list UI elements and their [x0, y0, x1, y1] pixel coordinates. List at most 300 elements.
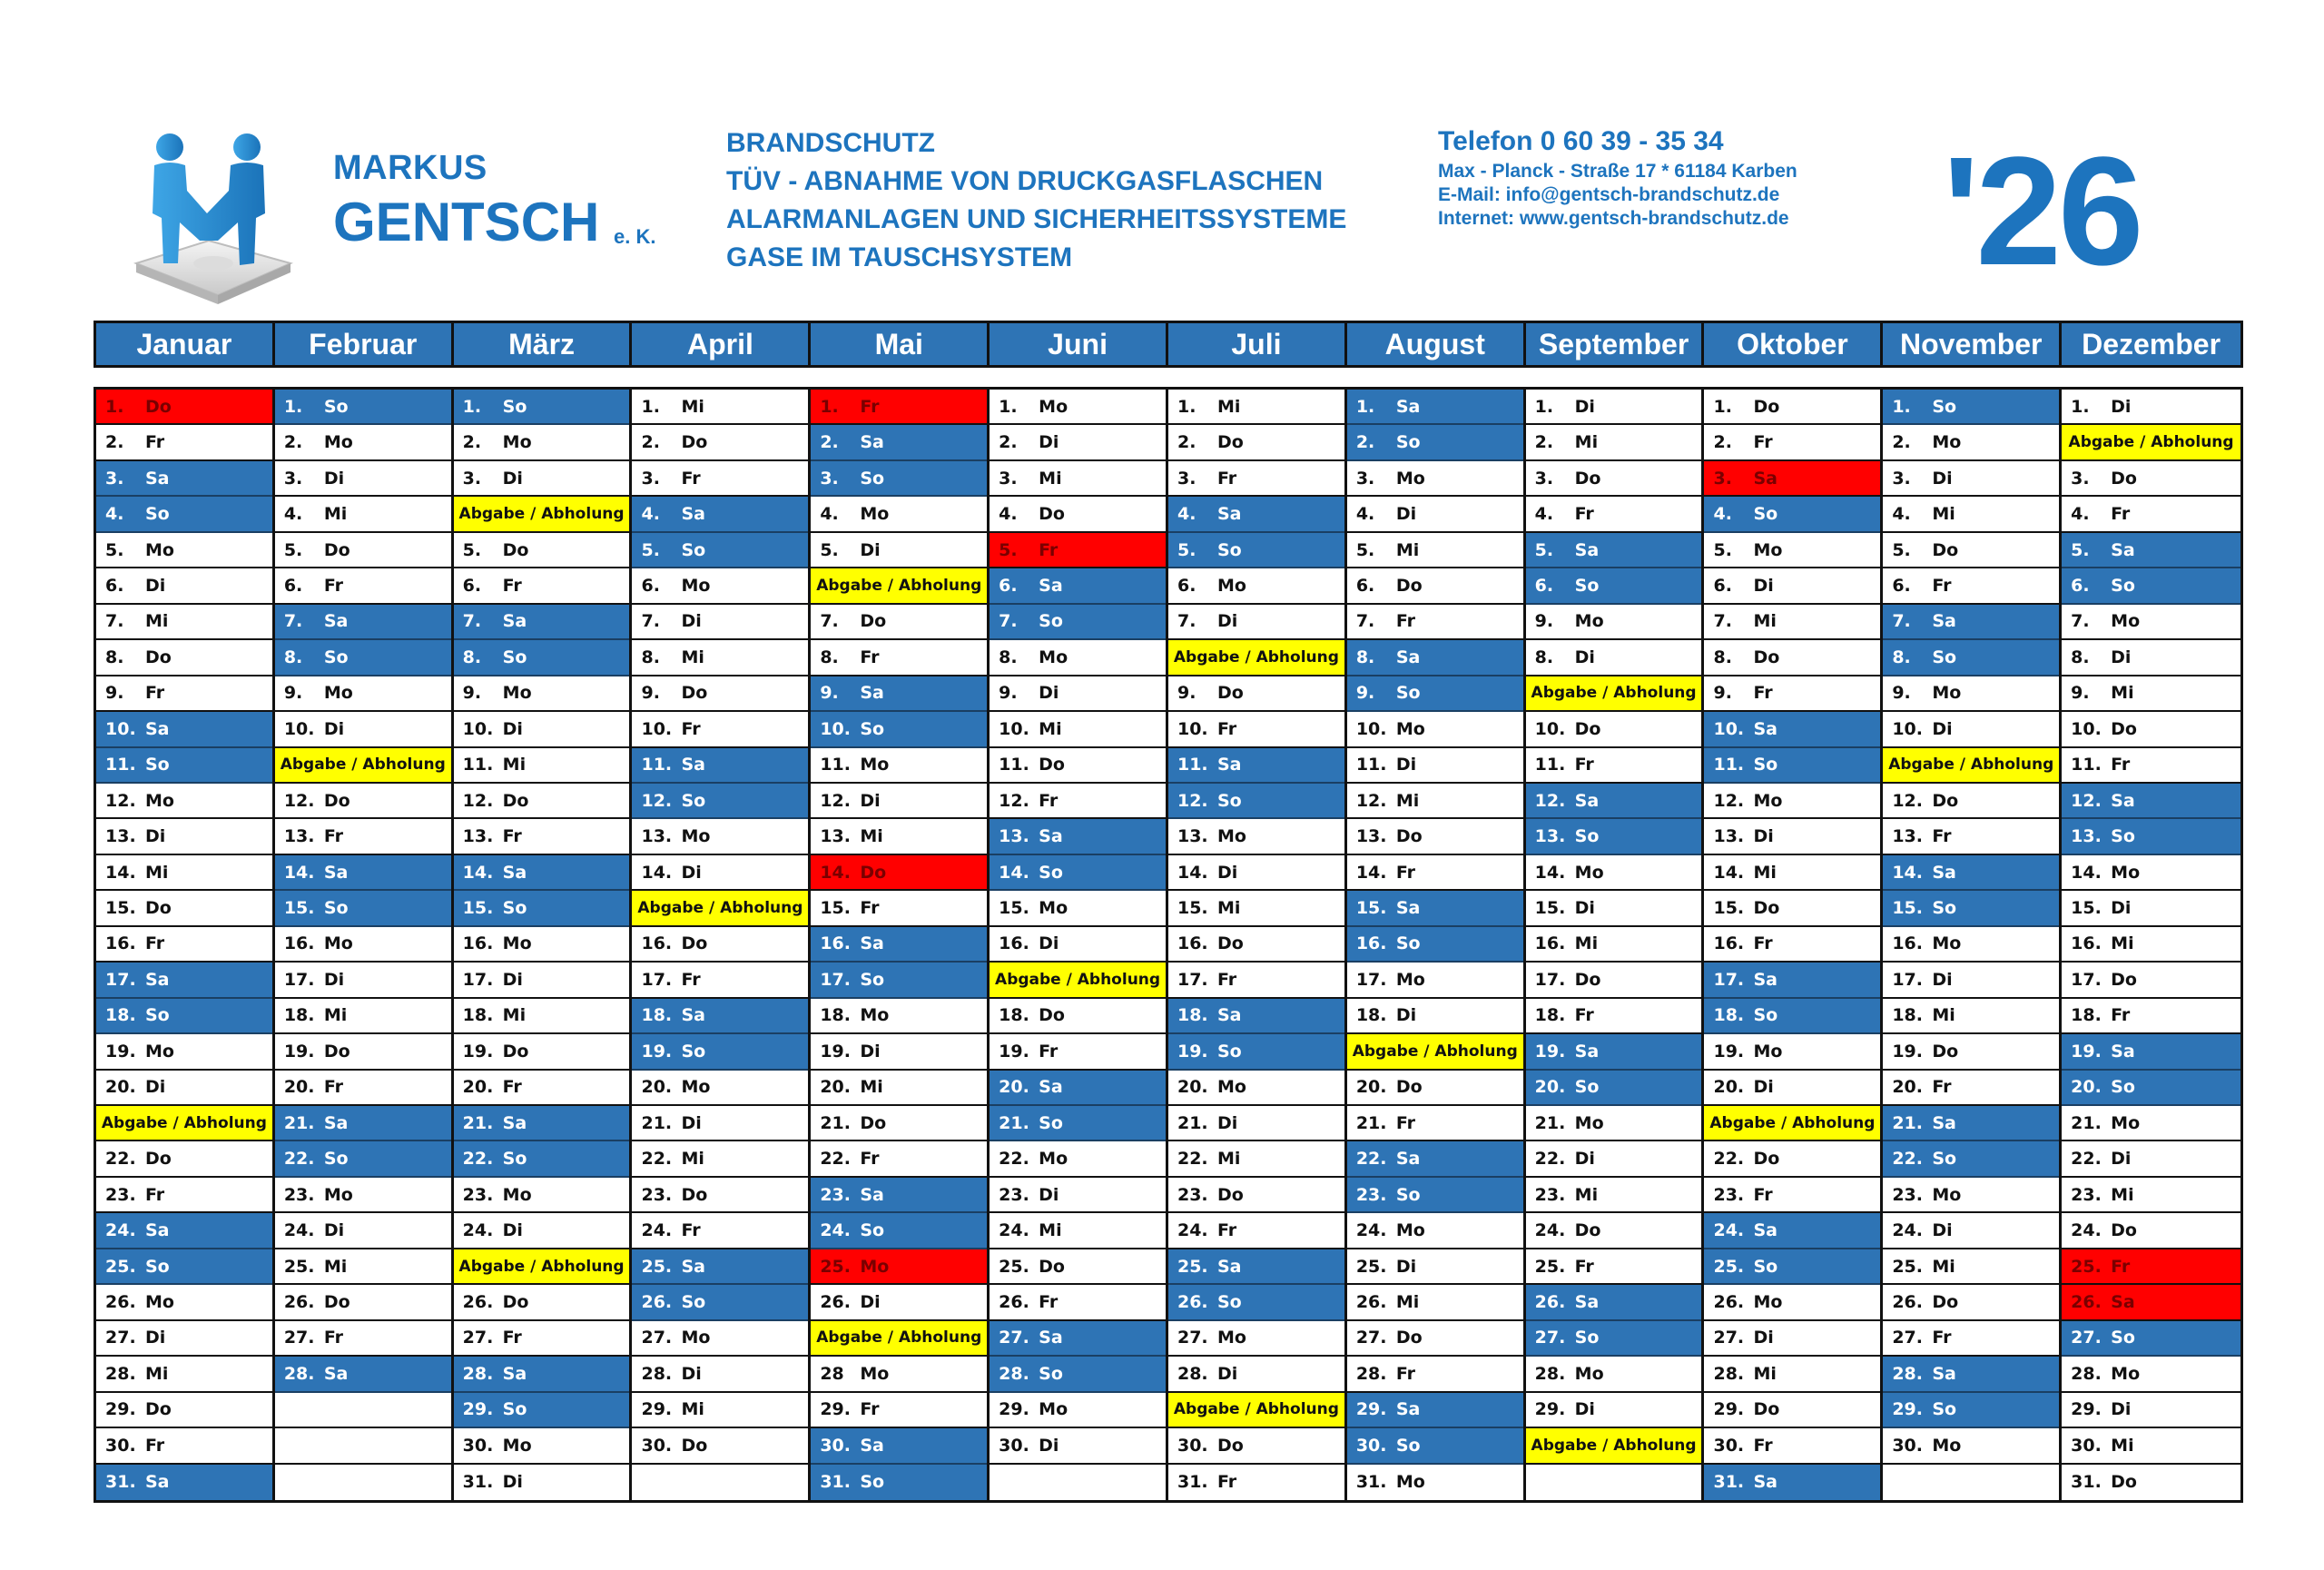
event-cell: Abgabe / Abholung — [811, 568, 987, 604]
day-number: 18. — [1177, 1005, 1208, 1026]
day-cell — [632, 1213, 808, 1249]
day-number: 26. — [283, 1292, 315, 1312]
weekday: Do — [1932, 790, 1959, 811]
event-cell: Abgabe / Abholung — [2062, 425, 2240, 460]
day-cell — [454, 1321, 630, 1357]
day-cell — [1883, 963, 2059, 998]
day-cell — [2062, 1428, 2240, 1464]
day-cell — [1347, 748, 1523, 784]
day-number: 27. — [999, 1328, 1029, 1348]
empty-cell — [632, 1465, 808, 1500]
weekday: Di — [860, 1041, 881, 1061]
weekday: Do — [1574, 969, 1601, 990]
weekday: Do — [681, 1435, 708, 1456]
day-number: 22. — [1892, 1149, 1923, 1170]
day-number: 31. — [1177, 1472, 1208, 1493]
weekday: So — [681, 1041, 706, 1061]
weekday: Di — [1039, 432, 1059, 453]
day-number: 8. — [1534, 647, 1554, 667]
weekday: Mi — [681, 396, 704, 417]
weekday: Do — [1932, 1041, 1959, 1061]
weekend-cell — [275, 390, 451, 425]
day-cell — [96, 1141, 272, 1177]
day-number: 1. — [820, 396, 839, 417]
day-number: 2. — [1177, 432, 1196, 453]
event-cell: Abgabe / Abholung — [811, 1321, 987, 1357]
weekday: Do — [2111, 969, 2137, 990]
day-number: 4. — [1355, 504, 1375, 525]
day-cell — [1168, 1106, 1344, 1141]
day-number: 17. — [283, 969, 315, 990]
weekday: Sa — [1039, 575, 1063, 596]
weekday: Mi — [323, 1005, 348, 1026]
weekday: So — [502, 898, 527, 919]
day-cell — [1347, 1213, 1523, 1249]
day-number: 27. — [1177, 1328, 1208, 1348]
month-header-1: Februar — [275, 323, 454, 365]
weekend-cell — [1347, 1178, 1523, 1213]
day-number: 2. — [283, 432, 303, 453]
weekend-cell — [1347, 1141, 1523, 1177]
weekend-cell — [1526, 1321, 1702, 1357]
day-cell — [454, 1213, 630, 1249]
service-item: GASE IM TAUSCHSYSTEM — [726, 242, 1073, 272]
weekday: Sa — [502, 1112, 527, 1133]
weekend-cell — [96, 999, 272, 1034]
day-cell — [2062, 1141, 2240, 1177]
day-cell — [811, 1285, 987, 1320]
day-cell — [632, 425, 808, 460]
calendar-grid — [94, 387, 2243, 1503]
weekend-cell — [454, 1141, 630, 1177]
weekend-cell — [454, 640, 630, 676]
weekday: Mo — [2111, 1363, 2141, 1384]
weekend-cell — [1168, 533, 1344, 568]
weekday: Mi — [1216, 396, 1241, 417]
weekday: Fr — [1216, 969, 1237, 990]
day-cell — [1168, 605, 1344, 640]
weekday: Mi — [1039, 1220, 1062, 1241]
day-cell — [1704, 1428, 1880, 1464]
month-header-10: November — [1883, 323, 2062, 365]
day-number: 21. — [999, 1112, 1029, 1133]
weekday: So — [1753, 1005, 1778, 1026]
day-number: 13. — [999, 826, 1029, 847]
day-cell — [632, 1357, 808, 1392]
weekday: Do — [323, 1041, 350, 1061]
day-number: 19. — [2071, 1041, 2102, 1061]
weekend-cell — [990, 1321, 1166, 1357]
weekday: Fr — [1574, 1005, 1594, 1026]
weekday: Mo — [860, 1363, 890, 1384]
day-cell — [454, 425, 630, 460]
day-number: 16. — [999, 933, 1029, 954]
day-number: 6. — [2071, 575, 2090, 596]
weekday: Sa — [860, 1435, 884, 1456]
day-number: 1. — [105, 396, 124, 417]
day-number: 29. — [462, 1399, 494, 1420]
day-number: 7. — [1713, 611, 1732, 632]
weekend-cell — [632, 748, 808, 784]
day-cell — [1526, 390, 1702, 425]
day-number: 13. — [462, 826, 494, 847]
day-number: 27. — [1534, 1328, 1566, 1348]
weekday: Di — [1574, 898, 1595, 919]
day-cell — [1347, 1106, 1523, 1141]
month-column — [1347, 390, 1526, 1500]
weekday: So — [1395, 432, 1421, 453]
day-number: 19. — [283, 1041, 315, 1061]
day-cell — [1704, 1178, 1880, 1213]
weekend-cell — [1704, 712, 1880, 747]
day-number: 9. — [1892, 683, 1911, 704]
weekday: Mo — [1216, 1077, 1246, 1098]
day-cell — [1704, 1393, 1880, 1428]
weekday: Di — [1932, 718, 1953, 739]
day-number: 9. — [283, 683, 303, 704]
weekday: Mi — [323, 504, 348, 525]
day-cell — [1704, 855, 1880, 891]
day-number: 10. — [999, 718, 1029, 739]
weekday: Fr — [1395, 1112, 1415, 1133]
day-cell — [1168, 1357, 1344, 1392]
weekend-cell — [1168, 497, 1344, 532]
weekend-cell — [96, 497, 272, 532]
weekend-cell — [811, 963, 987, 998]
weekend-cell — [1704, 748, 1880, 784]
day-number: 28. — [1892, 1363, 1923, 1384]
weekday: So — [860, 718, 885, 739]
calendar-year: '26 — [1943, 125, 2141, 298]
weekday: Di — [1216, 1112, 1238, 1133]
day-number: 3. — [641, 468, 660, 489]
day-number: 13. — [1534, 826, 1566, 847]
holiday-cell — [2062, 1249, 2240, 1285]
weekday: Do — [145, 1399, 172, 1420]
day-cell — [96, 1071, 272, 1106]
weekend-cell — [632, 1249, 808, 1285]
day-number: 14. — [1892, 862, 1923, 883]
day-number: 26. — [1534, 1292, 1566, 1312]
weekday: Mi — [1574, 1184, 1599, 1205]
weekend-cell — [811, 676, 987, 712]
weekday: Fr — [145, 1435, 165, 1456]
day-cell — [632, 855, 808, 891]
day-cell — [96, 605, 272, 640]
weekend-cell — [1168, 784, 1344, 819]
day-cell — [96, 855, 272, 891]
weekday: Do — [1753, 1399, 1780, 1420]
day-cell — [1347, 999, 1523, 1034]
weekday: Mi — [323, 1256, 348, 1277]
weekday: Sa — [860, 683, 884, 704]
weekday: Do — [681, 432, 708, 453]
day-number: 27. — [1355, 1328, 1387, 1348]
weekday: Do — [681, 933, 708, 954]
month-column — [1883, 390, 2062, 1500]
weekend-cell — [1704, 963, 1880, 998]
day-number: 22. — [820, 1149, 851, 1170]
weekday: Mo — [681, 1077, 711, 1098]
day-number: 5. — [1892, 539, 1911, 560]
day-cell — [1704, 1285, 1880, 1320]
weekday: Sa — [1395, 1149, 1421, 1170]
day-cell — [1168, 891, 1344, 926]
weekday: Do — [323, 539, 350, 560]
phone-number: Telefon 0 60 39 - 35 34 — [1438, 126, 1724, 156]
weekend-cell — [96, 1465, 272, 1500]
day-number: 5. — [820, 539, 839, 560]
day-cell — [96, 1357, 272, 1392]
month-column — [1168, 390, 1347, 1500]
day-cell — [1526, 963, 1702, 998]
month-header-0: Januar — [96, 323, 275, 365]
weekday: Fr — [145, 1184, 165, 1205]
weekday: Di — [1216, 862, 1238, 883]
day-number: 30. — [1892, 1435, 1923, 1456]
day-number: 16. — [820, 933, 851, 954]
day-cell — [1347, 1357, 1523, 1392]
day-cell — [1883, 497, 2059, 532]
day-number: 7. — [1355, 611, 1375, 632]
weekday: Sa — [860, 1184, 884, 1205]
weekday: Mo — [1753, 1292, 1783, 1312]
weekday: So — [502, 1149, 527, 1170]
weekday: Di — [1753, 1328, 1774, 1348]
day-cell — [2062, 1465, 2240, 1500]
day-number: 30. — [999, 1435, 1029, 1456]
weekday: Do — [1216, 933, 1244, 954]
weekday: Fr — [1753, 432, 1773, 453]
day-number: 9. — [820, 683, 839, 704]
weekday: So — [1574, 1077, 1600, 1098]
day-number: 17. — [1713, 969, 1745, 990]
day-cell — [1526, 891, 1702, 926]
weekday: Do — [502, 790, 529, 811]
day-number: 3. — [2071, 468, 2090, 489]
weekday: Mo — [1039, 396, 1068, 417]
weekend-cell — [2062, 784, 2240, 819]
weekday: Mi — [145, 862, 169, 883]
day-number: 26. — [1713, 1292, 1745, 1312]
weekday: Fr — [1932, 826, 1952, 847]
day-number: 26. — [641, 1292, 673, 1312]
day-cell — [275, 1285, 451, 1320]
weekday: Mi — [1932, 1005, 1955, 1026]
day-cell — [1526, 927, 1702, 963]
day-cell — [1704, 819, 1880, 854]
day-number: 23. — [1534, 1184, 1566, 1205]
weekday: Do — [2111, 468, 2137, 489]
day-cell — [96, 640, 272, 676]
weekday: Mi — [2111, 1184, 2134, 1205]
weekday: Sa — [1216, 504, 1242, 525]
weekend-cell — [1883, 1106, 2059, 1141]
weekday: Mo — [323, 933, 353, 954]
event-cell: Abgabe / Abholung — [1526, 676, 1702, 712]
day-number: 9. — [1713, 683, 1732, 704]
day-cell — [2062, 640, 2240, 676]
weekday: Sa — [1395, 898, 1421, 919]
day-cell — [2062, 1178, 2240, 1213]
day-number: 14. — [999, 862, 1029, 883]
weekend-cell — [1347, 1393, 1523, 1428]
day-cell — [632, 963, 808, 998]
weekend-cell — [1883, 605, 2059, 640]
weekday: Do — [502, 539, 529, 560]
weekday: Fr — [1039, 1292, 1059, 1312]
weekday: Mi — [1395, 539, 1420, 560]
day-cell — [96, 1428, 272, 1464]
weekend-cell — [454, 1393, 630, 1428]
event-cell: Abgabe / Abholung — [96, 1106, 272, 1141]
weekday: Sa — [1753, 1472, 1777, 1493]
day-number: 29. — [2071, 1399, 2102, 1420]
day-cell — [1526, 461, 1702, 497]
day-number: 1. — [1713, 396, 1732, 417]
day-number: 17. — [1534, 969, 1566, 990]
day-cell — [2062, 1393, 2240, 1428]
day-number: 1. — [999, 396, 1018, 417]
weekday: Fr — [1574, 504, 1594, 525]
weekday: So — [1395, 683, 1421, 704]
weekday: Fr — [1753, 1184, 1773, 1205]
day-cell — [811, 640, 987, 676]
day-cell — [96, 1034, 272, 1070]
weekend-cell — [275, 1141, 451, 1177]
day-cell — [275, 999, 451, 1034]
day-number: 20. — [1713, 1077, 1745, 1098]
day-number: 6. — [1713, 575, 1732, 596]
day-cell — [990, 1393, 1166, 1428]
month-column — [275, 390, 454, 1500]
weekday: Mi — [1753, 862, 1777, 883]
day-number: 27. — [641, 1328, 673, 1348]
day-number: 6. — [1892, 575, 1911, 596]
weekday: Fr — [1932, 1077, 1952, 1098]
day-cell — [1704, 927, 1880, 963]
day-cell — [811, 748, 987, 784]
empty-cell — [275, 1428, 451, 1464]
month-header-3: April — [632, 323, 811, 365]
weekday: Mo — [1395, 969, 1425, 990]
day-number: 24. — [1355, 1220, 1387, 1241]
weekday: Mo — [860, 755, 890, 775]
day-cell — [96, 676, 272, 712]
weekday: So — [681, 1292, 706, 1312]
weekday: So — [1932, 1149, 1957, 1170]
weekday: Di — [1574, 647, 1595, 667]
weekday: Di — [1932, 1220, 1953, 1241]
weekday: Sa — [145, 1472, 170, 1493]
day-cell — [1704, 640, 1880, 676]
day-cell — [990, 712, 1166, 747]
day-number: 3. — [1355, 468, 1375, 489]
weekday: So — [145, 1005, 170, 1026]
day-number: 27. — [283, 1328, 315, 1348]
weekend-cell — [1526, 1034, 1702, 1070]
day-cell — [632, 676, 808, 712]
weekday: Fr — [2111, 1256, 2131, 1277]
day-number: 5. — [1713, 539, 1732, 560]
day-number: 15. — [1355, 898, 1387, 919]
day-cell — [96, 927, 272, 963]
weekday: Sa — [1395, 396, 1421, 417]
day-cell — [1526, 1213, 1702, 1249]
weekday: Do — [681, 683, 708, 704]
day-number: 29. — [1355, 1399, 1387, 1420]
weekend-cell — [811, 1178, 987, 1213]
day-cell — [2062, 855, 2240, 891]
day-number: 19. — [462, 1041, 494, 1061]
event-cell: Abgabe / Abholung — [632, 891, 808, 926]
weekend-cell — [1883, 1141, 2059, 1177]
weekend-cell — [990, 1357, 1166, 1392]
day-number: 15. — [462, 898, 494, 919]
weekday: Sa — [1574, 1041, 1600, 1061]
day-number: 2. — [641, 432, 660, 453]
email: E-Mail: info@gentsch-brandschutz.de — [1438, 184, 1780, 205]
day-cell — [1347, 605, 1523, 640]
weekday: Mo — [1753, 539, 1783, 560]
weekday: Di — [2111, 1399, 2132, 1420]
day-cell — [1883, 1321, 2059, 1357]
day-number: 5. — [999, 539, 1018, 560]
weekday: Mo — [145, 539, 174, 560]
weekday: Di — [860, 790, 881, 811]
day-cell — [1347, 712, 1523, 747]
weekday: Do — [1395, 826, 1423, 847]
weekday: Mo — [502, 1435, 532, 1456]
contact-block — [1438, 123, 1797, 231]
weekday: Sa — [1932, 1363, 1956, 1384]
day-number: 10. — [1177, 718, 1208, 739]
weekday: Di — [2111, 1149, 2132, 1170]
day-number: 8. — [2071, 647, 2090, 667]
day-number: 19. — [1534, 1041, 1566, 1061]
day-number: 27. — [1713, 1328, 1745, 1348]
day-number: 23. — [2071, 1184, 2102, 1205]
day-number: 16. — [1892, 933, 1923, 954]
day-cell — [632, 1071, 808, 1106]
weekend-cell — [1883, 855, 2059, 891]
day-number: 16. — [462, 933, 494, 954]
day-cell — [1883, 1178, 2059, 1213]
weekday: Mo — [1932, 1435, 1962, 1456]
weekend-cell — [454, 390, 630, 425]
day-cell — [990, 1249, 1166, 1285]
weekday: Di — [2111, 898, 2132, 919]
day-number: 12. — [1177, 790, 1208, 811]
event-cell: Abgabe / Abholung — [275, 748, 451, 784]
day-number: 9. — [1355, 683, 1375, 704]
day-number: 8. — [641, 647, 660, 667]
month-column — [811, 390, 990, 1500]
day-cell — [2062, 676, 2240, 712]
day-number: 3. — [1892, 468, 1911, 489]
weekend-cell — [632, 1285, 808, 1320]
weekday: Do — [1039, 755, 1065, 775]
day-number: 23. — [1355, 1184, 1387, 1205]
day-number: 14. — [105, 862, 136, 883]
day-number: 12. — [820, 790, 851, 811]
day-number: 6. — [462, 575, 482, 596]
day-cell — [1526, 497, 1702, 532]
weekday: Di — [323, 969, 345, 990]
day-cell — [1168, 676, 1344, 712]
day-number: 23. — [105, 1184, 136, 1205]
weekday: Mo — [860, 1005, 890, 1026]
